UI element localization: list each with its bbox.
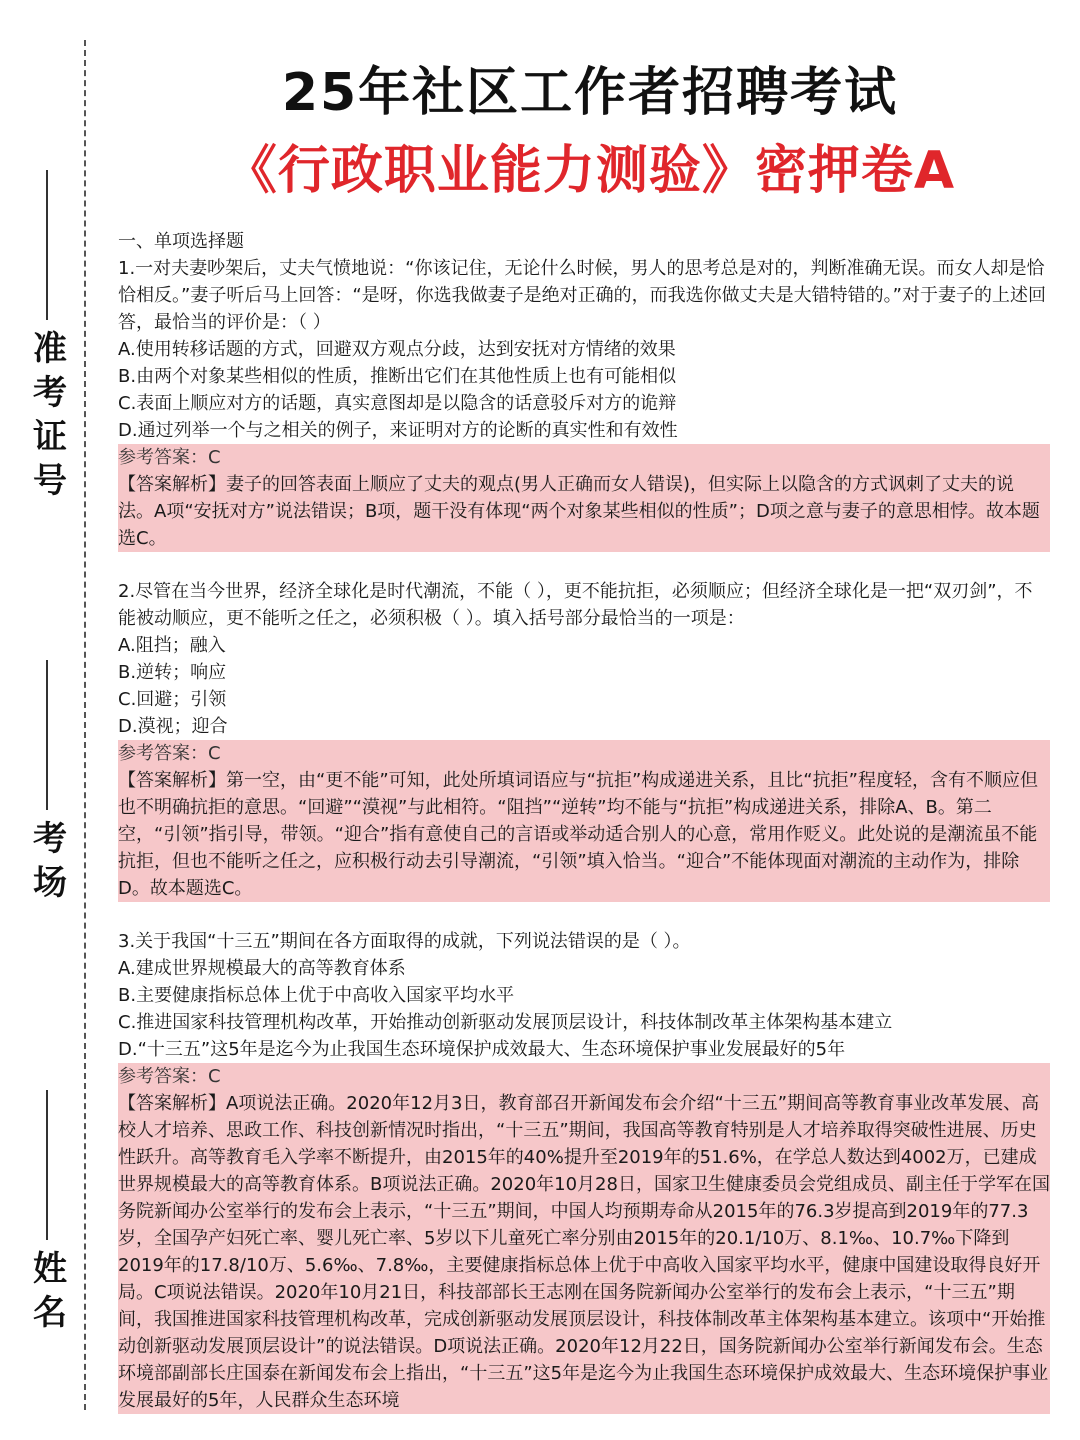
reference-answer: 参考答案：C	[118, 447, 221, 468]
section-title: 一、单项选择题	[118, 231, 244, 252]
name-field	[22, 1090, 72, 1338]
venue-label: 考场	[26, 820, 67, 908]
name-blank-line	[46, 1090, 48, 1240]
option-c: C.回避；引领	[118, 689, 227, 710]
question-3	[118, 928, 1050, 1414]
venue-blank-line	[46, 660, 48, 810]
option-a: A.建成世界规模最大的高等教育体系	[118, 958, 406, 979]
option-b: B.由两个对象某些相似的性质，推断出它们在其他性质上也有可能相似	[118, 366, 677, 387]
page-title: 25年社区工作者招聘考试	[281, 63, 899, 123]
admission-number-field	[22, 170, 72, 506]
reference-answer: 参考答案：C	[118, 1066, 221, 1087]
option-d: D.漠视；迎合	[118, 716, 228, 737]
question-1	[118, 255, 1050, 552]
option-d: D.“十三五”这5年是迄今为止我国生态环境保护成效最大、生态环境保护事业发展最好的5年	[118, 1039, 846, 1060]
admission-number-label: 准考证号	[26, 330, 67, 506]
question-stem: 1.一对夫妻吵架后，丈夫气愤地说：“你该记住，无论什么时候，男人的思考总是对的，判断准确无误。而女人却是恰恰相反。”妻子听后马上回答：“是呀，你选我做妻子是绝对正确的，而我选你做丈夫是大错特错的。”对于妻子的上述回答，最恰当的评价是：（ ）	[118, 258, 1046, 333]
answer-analysis: 【答案解析】第一空，由“更不能”可知，此处所填词语应与“抗拒”构成递进关系，且比“抗拒”程度轻，含有不顺应但也不明确抗拒的意思。“回避”“漠视”与此相符。“阻挡”“逆转”均不能与“抗拒”构成递进关系，排除A、B。第二空，“引领”指引导，带领。“迎合”指有意使自己的言语或举动适合别人的心意，常用作贬义。此处说的是潮流虽不能抗拒，但也不能听之任之，应积极行动去引导潮流，“引领”填入恰当。“迎合”不能体现面对潮流的主动作为，排除D。故本题选C。	[118, 770, 1038, 899]
answer-block	[118, 444, 1050, 552]
answer-block	[118, 740, 1050, 902]
venue-field	[22, 660, 72, 908]
question-stem: 2.尽管在当今世界，经济全球化是时代潮流，不能（ ），更不能抗拒，必须顺应；但经济全球化是一把“双刃剑”，不能被动顺应，更不能听之任之，必须积极（ ）。填入括号部分最恰当的一项是：	[118, 581, 1033, 629]
reference-answer: 参考答案：C	[118, 743, 221, 764]
option-b: B.逆转；响应	[118, 662, 227, 683]
option-d: D.通过列举一个与之相关的例子，来证明对方的论断的真实性和有效性	[118, 420, 678, 441]
option-a: A.阻挡；融入	[118, 635, 226, 656]
option-b: B.主要健康指标总体上优于中高收入国家平均水平	[118, 985, 515, 1006]
name-label: 姓名	[26, 1250, 67, 1338]
question-2	[118, 578, 1050, 902]
exam-content	[118, 228, 1050, 1414]
binding-cut-line	[84, 40, 86, 1410]
answer-block	[118, 1063, 1050, 1414]
option-c: C.表面上顺应对方的话题，真实意图却是以隐含的话意驳斥对方的诡辩	[118, 393, 677, 414]
answer-analysis: 【答案解析】A项说法正确。2020年12月3日，教育部召开新闻发布会介绍“十三五”期间高等教育事业改革发展、高校人才培养、思政工作、科技创新情况时指出，“十三五”期间，我国高等教育特别是人才培养取得突破性进展、历史性跃升。高等教育毛入学率不断提升，由2015年的40%提升至2019年的51.6%，在学总人数达到4002万，已建成世界规模最大的高等教育体系。B项说法正确。2020年10月28日，国家卫生健康委员会党组成员、副主任于学军在国务院新闻办公室举行的发布会上表示，“十三五”期间，中国人均预期寿命从2015年的76.3岁提高到2019年的77.3岁，全国孕产妇死亡率、婴儿死亡率、5岁以下儿童死亡率分别由2015年的20.1/10万、8.1‰、10.7‰下降到2019年的17.8/10万、5.6‰、7.8‰，主要健康指标总体上优于中高收入国家平均水平，健康中国建设取得良好开局。C项说法错误。2020年10月21日，科技部部长王志刚在国务院新闻办公室举行的发布会上表示，“十三五”期间，我国推进国家科技管理机构改革，完成创新驱动发展顶层设计，科技体制改革主体架构基本建立。该项中“开始推动创新驱动发展顶层设计”的说法错误。D项说法正确。2020年12月22日，国务院新闻办公室举行新闻发布会。生态环境部副部长庄国泰在新闻发布会上指出，“十三五”这5年是迄今为止我国生态环境保护成效最大、生态环境保护事业发展最好的5年，人民群众生态环境	[118, 1093, 1050, 1411]
admission-number-blank-line	[46, 170, 48, 320]
question-stem: 3.关于我国“十三五”期间在各方面取得的成就，下列说法错误的是（ ）。	[118, 931, 691, 952]
answer-analysis: 【答案解析】妻子的回答表面上顺应了丈夫的观点(男人正确而女人错误)，但实际上以隐含的方式讽刺了丈夫的说法。A项“安抚对方”说法错误；B项，题干没有体现“两个对象某些相似的性质”；D项之意与妻子的意思相悖。故本题选C。	[118, 474, 1040, 549]
option-a: A.使用转移话题的方式，回避双方观点分歧，达到安抚对方情绪的效果	[118, 339, 676, 360]
option-c: C.推进国家科技管理机构改革，开始推动创新驱动发展顶层设计，科技体制改革主体架构基本建立	[118, 1012, 893, 1033]
page-subtitle: 《行政职业能力测验》密押卷A	[224, 141, 956, 201]
